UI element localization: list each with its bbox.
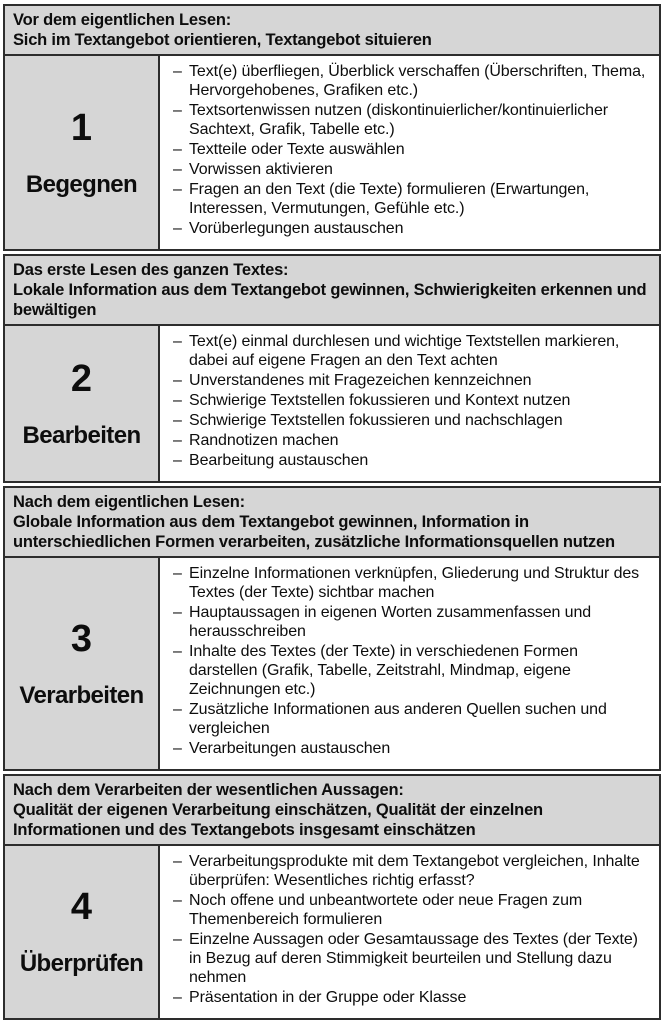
phase-1-body [5, 56, 659, 249]
strategy-item-text: Unverstandenes mit Fragezeichen kennzeichnen [189, 372, 532, 389]
strategy-item-text: Einzelne Aussagen oder Gesamtaussage des Textes (der Texte) in Bezug auf deren Stimmigkeit beurteilen und Stellung dazu nehmen [189, 931, 638, 986]
phase-4-header [5, 776, 659, 846]
strategy-item [173, 332, 649, 370]
dash-bullet: – [173, 701, 182, 718]
phase-2-header-title: Das erste Lesen des ganzen Textes: [13, 261, 289, 279]
strategy-item [173, 219, 649, 238]
strategy-item [173, 140, 649, 159]
dash-bullet: – [173, 989, 182, 1006]
dash-bullet: – [173, 181, 182, 198]
strategy-item-text: Zusätzliche Informationen aus anderen Quellen suchen und vergleichen [189, 701, 607, 737]
phase-3-body [5, 558, 659, 769]
strategy-item-text: Fragen an den Text (die Texte) formulieren (Erwartungen, Interessen, Vermutungen, Gefühle etc.) [189, 181, 590, 217]
phase-section-1 [3, 4, 661, 251]
strategy-item-text: Noch offene und unbeantwortete oder neue Fragen zum Themenbereich formulieren [189, 892, 583, 928]
strategy-item [173, 411, 649, 430]
dash-bullet: – [173, 392, 182, 409]
strategy-item [173, 739, 649, 758]
phase-1-number: 1 [70, 106, 93, 149]
strategy-item [173, 101, 649, 139]
phase-section-4 [3, 774, 661, 1020]
phase-3-number-cell [5, 558, 160, 769]
strategy-item-text: Verarbeitungsprodukte mit dem Textangebot vergleichen, Inhalte überprüfen: Wesentliches richtig erfasst? [189, 853, 640, 889]
dash-bullet: – [173, 643, 182, 660]
dash-bullet: – [173, 333, 182, 350]
phase-3-label: Verarbeiten [19, 681, 144, 709]
phase-4-number-cell [5, 846, 160, 1018]
phase-1-header-title: Vor dem eigentlichen Lesen: [13, 11, 232, 29]
phase-2-header [5, 256, 659, 326]
phase-section-2 [3, 254, 661, 483]
strategy-item-text: Schwierige Textstellen fokussieren und Kontext nutzen [189, 392, 571, 409]
strategy-item-text: Hauptaussagen in eigenen Worten zusammenfassen und herausschreiben [189, 604, 592, 640]
dash-bullet: – [173, 931, 182, 948]
phase-4-header-title: Nach dem Verarbeiten der wesentlichen Aussagen: [13, 781, 404, 799]
phase-1-header [5, 6, 659, 56]
phase-3-header-subtitle: Globale Information aus dem Textangebot gewinnen, Information in unterschiedlichen Formen verarbeiten, zusätzliche Informationsquellen nutzen [13, 513, 615, 551]
strategy-item [173, 62, 649, 100]
phase-2-label: Bearbeiten [22, 421, 141, 449]
dash-bullet: – [173, 141, 182, 158]
phase-3-number: 3 [70, 617, 93, 660]
phase-1-header-subtitle: Sich im Textangebot orientieren, Textangebot situieren [13, 31, 432, 49]
dash-bullet: – [173, 161, 182, 178]
strategy-item-text: Einzelne Informationen verknüpfen, Gliederung und Struktur des Textes (der Texte) sichtbar machen [189, 565, 640, 601]
phase-4-header-subtitle: Qualität der eigenen Verarbeitung einschätzen, Qualität der einzelnen Informationen und des Textangebots insgesamt einschätzen [13, 801, 543, 839]
strategy-item [173, 642, 649, 699]
dash-bullet: – [173, 102, 182, 119]
strategy-item [173, 180, 649, 218]
phase-4-number: 4 [70, 886, 93, 928]
phase-1-label: Begegnen [25, 170, 138, 198]
strategy-item-text: Textsortenwissen nutzen (diskontinuierlicher/kontinuierlicher Sachtext, Grafik, Tabelle etc.) [189, 102, 608, 138]
strategy-item [173, 603, 649, 641]
phase-2-strategy-list [160, 326, 659, 481]
strategy-item [173, 930, 649, 987]
strategy-item-text: Vorwissen aktivieren [189, 161, 333, 178]
phase-4-label: Überprüfen [19, 950, 144, 977]
dash-bullet: – [173, 432, 182, 449]
strategy-item-text: Randnotizen machen [189, 432, 339, 449]
strategy-item [173, 700, 649, 738]
dash-bullet: – [173, 740, 182, 757]
strategy-item [173, 852, 649, 890]
phase-1-number-cell [5, 56, 160, 249]
strategy-item-text: Inhalte des Textes (der Texte) in verschiedenen Formen darstellen (Grafik, Tabelle, Zeitstrahl, Mindmap, eigene Zeichnungen etc.) [189, 643, 578, 698]
dash-bullet: – [173, 63, 182, 80]
dash-bullet: – [173, 412, 182, 429]
phase-3-header [5, 488, 659, 558]
dash-bullet: – [173, 452, 182, 469]
dash-bullet: – [173, 372, 182, 389]
strategy-item-text: Text(e) einmal durchlesen und wichtige Textstellen markieren, dabei auf eigene Fragen an den Text achten [189, 333, 620, 369]
dash-bullet: – [173, 892, 182, 909]
phase-2-number: 2 [70, 357, 93, 400]
dash-bullet: – [173, 220, 182, 237]
phase-4-strategy-list [160, 846, 659, 1018]
strategy-item [173, 564, 649, 602]
strategy-item [173, 431, 649, 450]
strategy-item-text: Präsentation in der Gruppe oder Klasse [189, 989, 467, 1006]
phase-section-3 [3, 486, 661, 771]
phase-4-body [5, 846, 659, 1018]
phase-2-header-subtitle: Lokale Information aus dem Textangebot gewinnen, Schwierigkeiten erkennen und bewältigen [13, 281, 647, 319]
phase-2-number-cell [5, 326, 160, 481]
strategy-item-text: Text(e) überfliegen, Überblick verschaffen (Überschriften, Thema, Hervorgehobenes, Grafiken etc.) [189, 63, 646, 99]
dash-bullet: – [173, 853, 182, 870]
strategy-item-text: Bearbeitung austauschen [189, 452, 369, 469]
strategy-item [173, 451, 649, 470]
strategy-item-text: Textteile oder Texte auswählen [189, 141, 405, 158]
strategy-item-text: Schwierige Textstellen fokussieren und nachschlagen [189, 412, 563, 429]
strategy-item [173, 371, 649, 390]
strategy-item [173, 988, 649, 1007]
strategy-item [173, 160, 649, 179]
dash-bullet: – [173, 604, 182, 621]
dash-bullet: – [173, 565, 182, 582]
phase-3-header-title: Nach dem eigentlichen Lesen: [13, 493, 245, 511]
strategy-item [173, 891, 649, 929]
phase-2-body [5, 326, 659, 481]
strategy-item-text: Verarbeitungen austauschen [189, 740, 391, 757]
strategy-item-text: Vorüberlegungen austauschen [189, 220, 404, 237]
phase-3-strategy-list [160, 558, 659, 769]
phase-1-strategy-list [160, 56, 659, 249]
strategy-item [173, 391, 649, 410]
